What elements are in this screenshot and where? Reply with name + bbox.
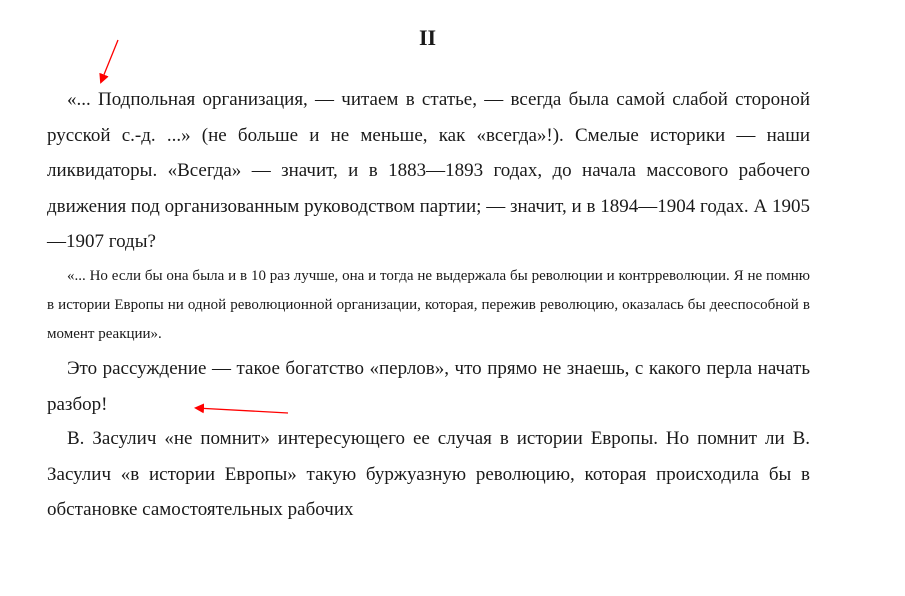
section-heading: II [418, 25, 437, 50]
paragraph-2: Это рассуждение — такое богатство «перлов», что прямо не знаешь, с какого перла начать разбор! [47, 358, 810, 415]
paragraph-1: «... Подпольная организация, — читаем в статье, — всегда была самой слабой стороной русской с.-д. ...» (не больше и не меньше, как «всегда»!). Смелые историки — наши ликвидаторы. «Всегда» — значит, и в 1883—1893 годах, до начала массового рабочего движения под организованным руководством партии; — значит, и в 1894—1904 годах. А 1905—1907 годы? [47, 89, 810, 252]
quote-block: «... Но если бы она была и в 10 раз лучше, она и тогда не выдержала бы революции и контрреволюции. Я не помню в истории Европы ни одной революционной организации, которая, пережив революцию, оказалась бы дееспособной в момент реакции». [47, 268, 810, 342]
paragraph-3: В. Засулич «не помнит» интересующего ее случая в истории Европы. Но помнит ли В. Засулич «в истории Европы» такую буржуазную революцию, которая происходила бы в обстановке самостоятельных рабочих [47, 428, 810, 520]
